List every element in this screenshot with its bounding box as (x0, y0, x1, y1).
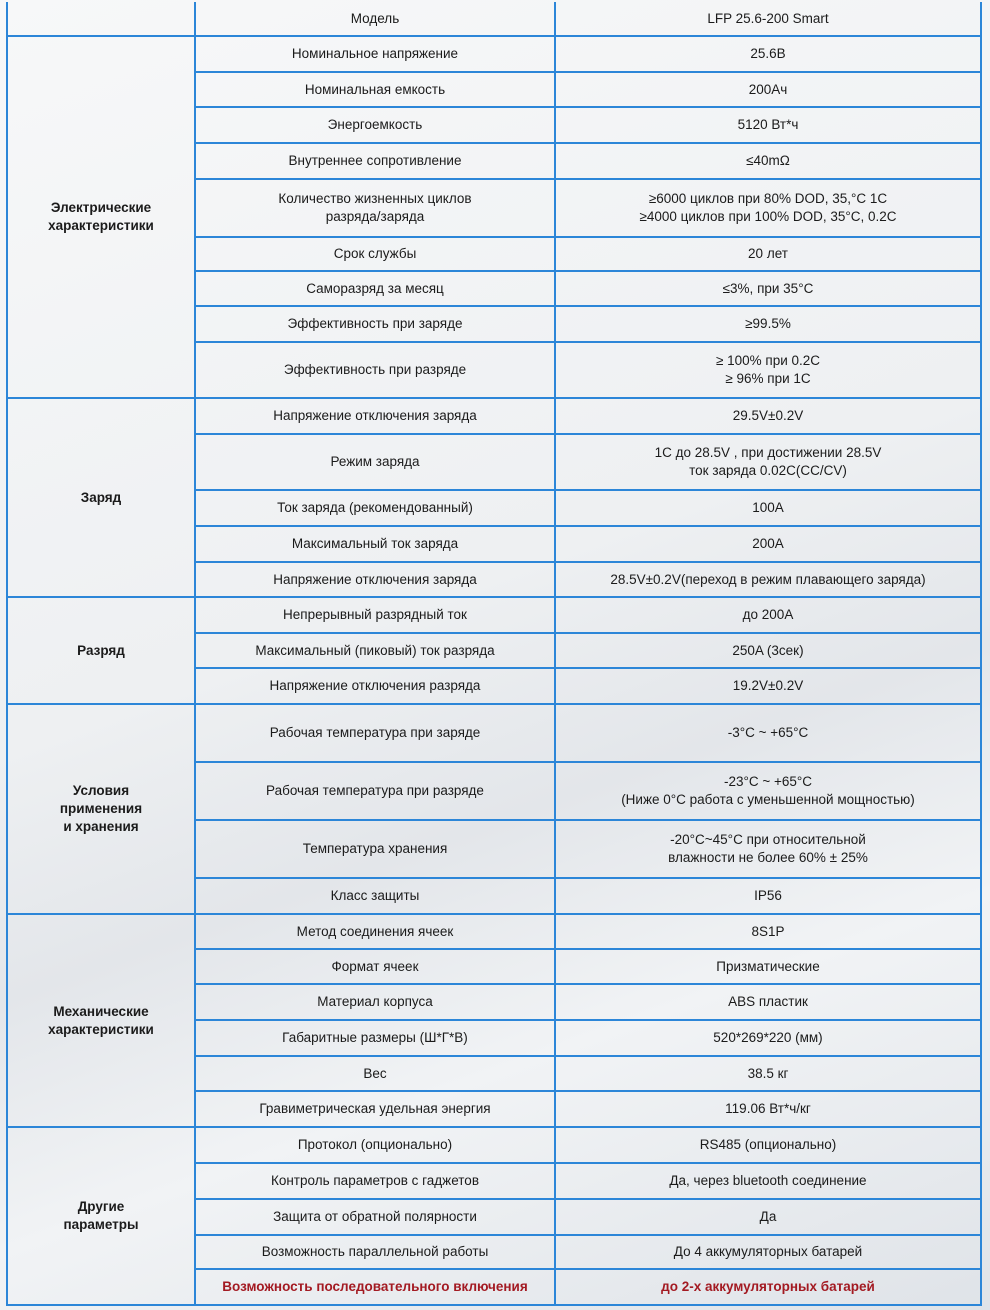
param-value-line: 20 лет (748, 246, 788, 261)
param-label (195, 271, 555, 306)
param-label (195, 398, 555, 434)
spec-table (6, 2, 982, 1306)
param-label-line: Контроль параметров с гаджетов (270, 1173, 479, 1188)
param-label (195, 984, 555, 1020)
group-title-line: Другие (77, 1199, 125, 1214)
param-label (195, 704, 555, 762)
param-value-line: Да (759, 1209, 777, 1224)
param-value (555, 342, 981, 398)
group-title-line: Механические (53, 1003, 149, 1019)
param-value (555, 597, 981, 633)
param-label (195, 342, 555, 398)
param-label-line: Материал корпуса (317, 994, 433, 1009)
param-label-line: Рабочая температура при заряде (269, 725, 481, 740)
param-label (195, 1127, 555, 1163)
param-label-line: Эффективность при заряде (287, 316, 463, 331)
param-value-line: 38.5 кг (747, 1065, 789, 1081)
param-value-line: Да, через bluetooth соединение (669, 1173, 867, 1188)
group-title-line: параметры (63, 1217, 139, 1232)
param-value (555, 398, 981, 434)
param-value (555, 1163, 981, 1199)
param-label (195, 526, 555, 562)
group-title-5 (7, 1127, 195, 1305)
param-value-line: ≥ 96% при 1C (725, 371, 811, 386)
param-value-line: ток заряда 0.02C(CC/CV) (689, 463, 847, 478)
model-label: Модель (195, 2, 555, 36)
group-title-2 (7, 597, 195, 704)
param-value (555, 914, 981, 949)
param-label (195, 107, 555, 143)
param-value (555, 271, 981, 306)
param-value-line: 250A (3сек) (732, 642, 804, 658)
param-label-line: Протокол (опционально) (297, 1137, 453, 1152)
param-value-line: влажности не более 60% ± 25% (668, 850, 868, 865)
param-label-line: Максимальный (пиковый) ток разряда (255, 642, 495, 658)
param-value-line: 8S1P (751, 923, 785, 939)
param-value-line: 200Ач (748, 81, 788, 97)
param-label-line: Класс защиты (330, 888, 420, 903)
param-value-line: до 2-х аккумуляторных батарей (661, 1279, 875, 1294)
param-value-line: 520*269*220 (мм) (713, 1030, 823, 1045)
param-label (195, 633, 555, 668)
param-label-line: разряда/заряда (325, 209, 425, 224)
spec-row (7, 704, 981, 762)
param-value (555, 704, 981, 762)
param-label-line: Вес (363, 1065, 387, 1081)
param-value-line: 19.2V±0.2V (732, 678, 804, 693)
param-label (195, 597, 555, 633)
spec-row (7, 1127, 981, 1163)
param-label (195, 36, 555, 72)
param-label-line: Энергоемкость (327, 117, 423, 132)
param-value-line: ≤3%, при 35°C (722, 280, 814, 296)
param-value-line: -20°C~45°C при относительной (670, 832, 866, 847)
param-value-line: 200A (752, 536, 784, 551)
param-label-line: Эффективность при разряде (283, 362, 467, 377)
param-label-line: Рабочая температура при разряде (266, 783, 484, 798)
param-value (555, 72, 981, 107)
param-value-line: RS485 (опционально) (699, 1137, 837, 1152)
group-title-line: Разряд (77, 642, 125, 658)
group-title-line: Условия (72, 783, 130, 798)
param-label-line: Метод соединения ячеек (296, 923, 454, 939)
param-value-line: ≥ 100% при 0.2C (715, 353, 821, 368)
param-label-line: Максимальный ток заряда (291, 536, 459, 551)
model-row-blank (7, 2, 195, 36)
group-title-line: применения (59, 801, 143, 816)
param-label-line: Срок службы (333, 246, 417, 261)
param-value (555, 1020, 981, 1056)
param-value (555, 1127, 981, 1163)
param-label (195, 562, 555, 597)
spec-row (7, 914, 981, 949)
param-value-line: (Ниже 0°C работа с уменьшенной мощностью) (621, 792, 915, 807)
group-title-4 (7, 914, 195, 1127)
param-value (555, 820, 981, 878)
param-value-line: ≥99.5% (745, 316, 791, 331)
param-label (195, 490, 555, 526)
group-title-line: характеристики (48, 218, 154, 233)
param-value (555, 1269, 981, 1305)
param-label (195, 668, 555, 704)
param-value-line: ABS пластик (728, 994, 808, 1009)
param-label (195, 1199, 555, 1235)
param-value-line: до 200A (742, 607, 794, 622)
param-value-line: -3°C ~ +65°C (727, 725, 809, 740)
param-value-line: 25.6В (750, 46, 786, 61)
param-value (555, 36, 981, 72)
param-value (555, 984, 981, 1020)
spec-row (7, 36, 981, 72)
param-label (195, 762, 555, 820)
param-value-line: 29.5V±0.2V (732, 408, 804, 423)
param-value-line: 1C до 28.5V , при достижении 28.5V (654, 445, 882, 460)
param-value (555, 633, 981, 668)
param-value-line: 119.06 Вт*ч/кг (725, 1101, 811, 1116)
param-label (195, 914, 555, 949)
param-label (195, 878, 555, 914)
param-label-line: Номинальное напряжение (291, 46, 459, 61)
param-value (555, 1091, 981, 1127)
group-title-line: Заряд (80, 489, 122, 505)
group-title-1 (7, 398, 195, 597)
param-label-line: Возможность параллельной работы (261, 1244, 489, 1259)
model-value: LFP 25.6-200 Smart (555, 2, 981, 36)
param-label-line: Саморазряд за месяц (306, 280, 444, 296)
param-label-line: Напряжение отключения заряда (273, 408, 477, 423)
param-label (195, 237, 555, 271)
param-label-line: Защита от обратной полярности (273, 1209, 477, 1224)
group-title-line: характеристики (48, 1021, 154, 1037)
param-label-line: Гравиметрическая удельная энергия (259, 1101, 491, 1116)
param-label-line: Номинальная емкость (304, 81, 446, 97)
param-label-line: Ток заряда (рекомендованный) (277, 500, 473, 515)
param-value (555, 668, 981, 704)
param-value-line: 28.5V±0.2V(переход в режим плавающего заряда) (610, 571, 926, 587)
param-label (195, 1235, 555, 1269)
param-label (195, 143, 555, 179)
param-value (555, 526, 981, 562)
param-value-line: -23°C ~ +65°C (723, 774, 813, 789)
param-value-line: 100A (752, 500, 784, 515)
param-label (195, 179, 555, 237)
param-value (555, 143, 981, 179)
param-label-line: Напряжение отключения разряда (269, 678, 481, 693)
param-label-line: Непрерывный разрядный ток (283, 607, 467, 622)
model-row (7, 2, 981, 36)
param-label-line: Формат ячеек (331, 958, 419, 974)
group-title-line: Электрические (50, 200, 152, 215)
group-title-3 (7, 704, 195, 914)
param-value (555, 1199, 981, 1235)
param-value (555, 878, 981, 914)
param-label-line: Напряжение отключения заряда (273, 571, 477, 587)
param-label-line: Режим заряда (330, 454, 420, 469)
param-label (195, 949, 555, 984)
param-value-line: ≤40mΩ (746, 153, 790, 168)
param-label (195, 1269, 555, 1305)
param-value (555, 237, 981, 271)
param-label (195, 72, 555, 107)
param-value (555, 490, 981, 526)
param-label-line: Внутреннее сопротивление (288, 153, 462, 168)
param-value (555, 1235, 981, 1269)
param-value (555, 179, 981, 237)
param-value (555, 107, 981, 143)
param-label (195, 820, 555, 878)
spec-table-body (7, 2, 981, 1305)
param-value-line: ≥6000 циклов при 80% DOD, 35,°C 1C (648, 191, 888, 206)
param-value-line: ≥4000 циклов при 100% DOD, 35°C, 0.2C (639, 209, 897, 224)
param-value-line: Призматические (716, 958, 820, 974)
param-label-line: Габаритные размеры (Ш*Г*В) (282, 1030, 468, 1045)
param-label (195, 434, 555, 490)
param-value (555, 562, 981, 597)
param-label (195, 306, 555, 342)
param-value-line: До 4 аккумуляторных батарей (673, 1244, 863, 1259)
group-title-line: и хранения (63, 819, 139, 834)
param-value (555, 306, 981, 342)
param-value-line: 5120 Вт*ч (737, 117, 799, 132)
param-value (555, 949, 981, 984)
group-title-0 (7, 36, 195, 398)
spec-row (7, 398, 981, 434)
param-label-line: Возможность последовательного включения (222, 1279, 528, 1294)
param-value-line: IP56 (754, 888, 782, 903)
param-label (195, 1020, 555, 1056)
param-label-line: Температура хранения (302, 841, 448, 856)
spec-row (7, 597, 981, 633)
param-label (195, 1163, 555, 1199)
param-value (555, 762, 981, 820)
param-label (195, 1091, 555, 1127)
param-label-line: Количество жизненных циклов (278, 191, 472, 206)
param-value (555, 434, 981, 490)
param-label (195, 1056, 555, 1091)
param-value (555, 1056, 981, 1091)
